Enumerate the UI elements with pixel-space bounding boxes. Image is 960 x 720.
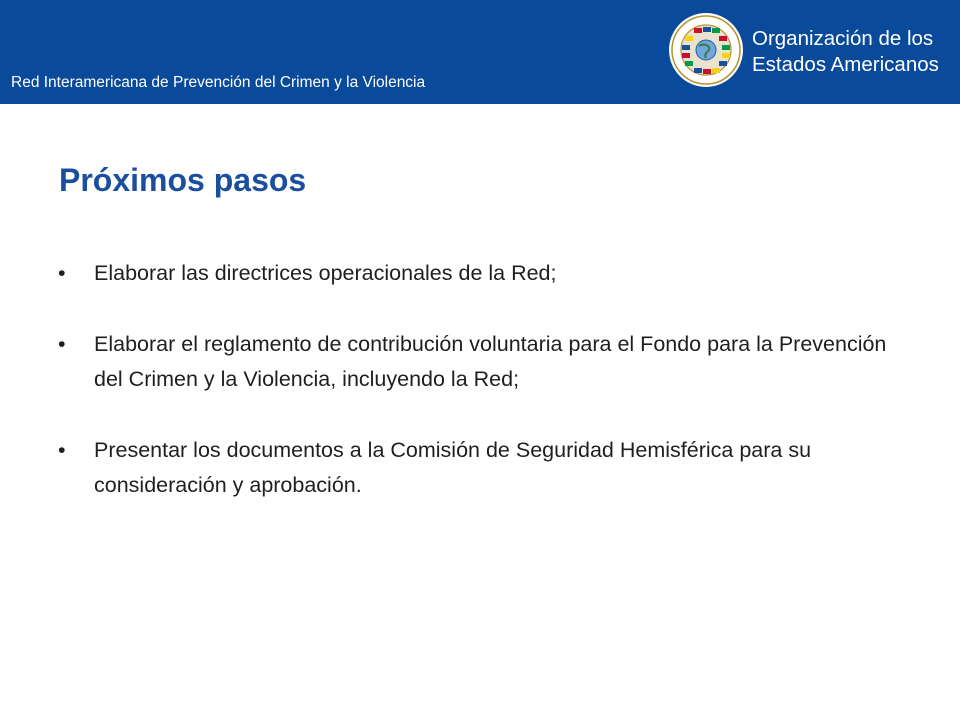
list-item: [58, 433, 918, 503]
oas-seal-icon: [668, 12, 744, 88]
bullet-icon: •: [58, 261, 66, 285]
list-item-text: Presentar los documentos a la Comisión de Seguridad Hemisférica para su consideración y aprobación.: [94, 438, 812, 497]
list-item-text: Elaborar el reglamento de contribución voluntaria para el Fondo para la Prevención del Crimen y la Violencia, incluyendo la Red;: [94, 332, 887, 391]
bullet-list: [58, 256, 918, 539]
list-item: [58, 256, 918, 291]
bullet-icon: •: [58, 438, 66, 462]
bullet-icon: •: [58, 332, 66, 356]
list-item-text: Elaborar las directrices operacionales de la Red;: [94, 261, 557, 285]
org-name: [752, 26, 939, 78]
page-title: Próximos pasos: [59, 162, 307, 198]
org-name-line1: Organización de los: [752, 27, 934, 50]
list-item: [58, 327, 918, 397]
network-name: Red Interamericana de Prevención del Crimen y la Violencia: [11, 74, 426, 91]
org-name-line2: Estados Americanos: [752, 53, 939, 76]
header-bar: [0, 0, 960, 104]
